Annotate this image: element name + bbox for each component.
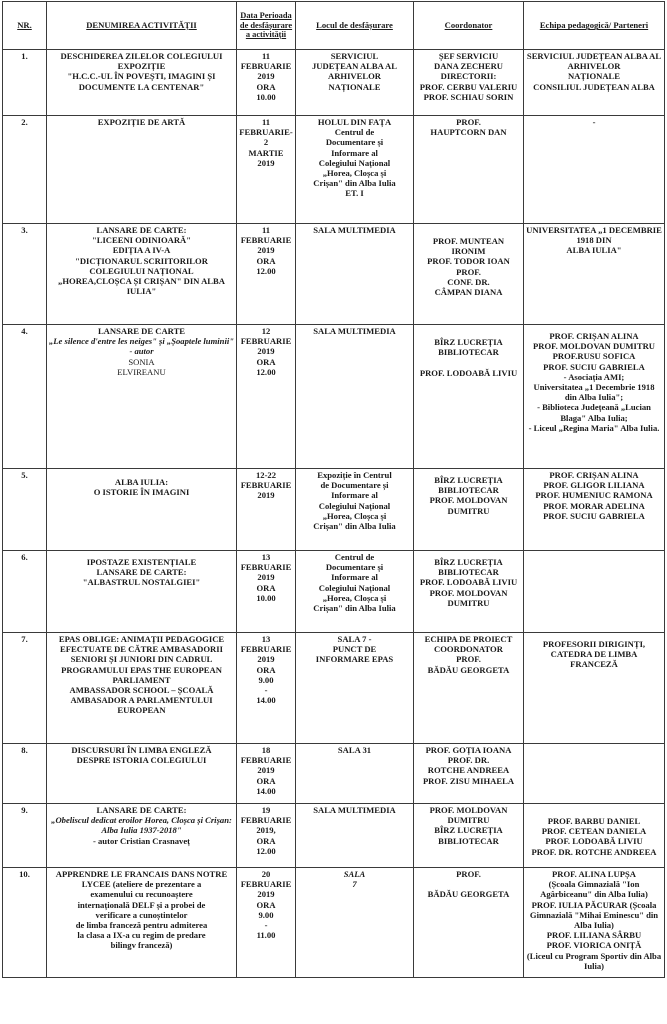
table-row <box>3 325 665 469</box>
cell-line: PROF. ZISU MIHAELA <box>422 775 515 786</box>
activity-cell <box>47 744 237 804</box>
cell-line: "DICȚIONARUL SCRIITORILOR <box>75 255 208 266</box>
cell-line: Centrul de <box>334 127 375 138</box>
cell-line: LANSARE DE CARTE: <box>96 225 187 235</box>
cell-line: LANSARE DE CARTE: <box>96 567 187 578</box>
cell-line: PROF. DR. ROTCHE ANDREEA <box>531 846 657 857</box>
cell-line: - <box>264 920 268 931</box>
period-cell <box>237 50 296 116</box>
cell-line: INFORMARE EPAS <box>315 654 394 665</box>
cell-line: 2 <box>263 137 269 148</box>
cell-line: PROGRAMULUI EPAS THE EUROPEAN <box>61 664 222 675</box>
location-cell <box>296 868 414 978</box>
header-nr: NR. <box>3 2 47 50</box>
activity-cell <box>47 224 237 325</box>
cell-line <box>416 357 521 367</box>
period-cell <box>237 551 296 633</box>
header-activity: DENUMIREA ACTIVITĂȚII <box>47 2 237 50</box>
table-row <box>3 551 665 633</box>
cell-line: PARLIAMENT <box>112 674 171 685</box>
period-cell <box>237 804 296 868</box>
cell-line: EPAS OBLIGE: ANIMAȚII PEDAGOGICE <box>58 634 225 644</box>
cell-line: Colegiului Național <box>318 500 391 511</box>
cell-line: AMBASSADOR SCHOOL – ȘCOALĂ <box>69 685 214 696</box>
cell-line: AMBASADOR A PARLAMENTULUI <box>70 695 213 706</box>
header-period: Data Perioada de desfășurare a activității <box>237 2 296 50</box>
table-row <box>3 868 665 978</box>
cell-line: Informare al <box>331 147 378 158</box>
cell-line: FEBRUARIE <box>240 336 292 347</box>
cell-line: EDIȚIA A IV-A <box>112 245 171 256</box>
table-row <box>3 744 665 804</box>
cell-line: Universitatea „1 Decembrie 1918 <box>533 382 655 393</box>
table-row <box>3 116 665 224</box>
cell-line: DUMITRU <box>447 505 490 516</box>
cell-line: PROF. GOȚIA IOANA <box>425 745 512 755</box>
cell-line: DESPRE ISTORIA COLEGIULUI <box>76 755 207 766</box>
cell-line: 18 FEBRUARIE <box>240 745 292 766</box>
cell-line: IPOSTAZE EXISTENȚIALE <box>86 557 197 567</box>
cell-line: FEBRUARIE <box>240 61 292 72</box>
period-cell <box>237 224 296 325</box>
cell-line: PROF. MOLDOVAN <box>429 587 508 598</box>
cell-line: (Școala Gimnazială "Ion <box>548 879 640 890</box>
table-row <box>3 633 665 744</box>
cell-line: BĂDĂU GEORGETA <box>427 889 510 900</box>
cell-line: PROF. MORAR ADELINA <box>543 500 645 511</box>
team-cell <box>524 116 665 224</box>
cell-line: 9.00 <box>258 909 274 920</box>
cell-line: PROF. <box>456 869 481 879</box>
cell-line: 2019, <box>256 825 276 836</box>
cell-line: ROTCHE ANDREEA <box>427 765 510 776</box>
coordinator-cell <box>414 116 524 224</box>
table-row <box>3 50 665 116</box>
cell-line: CÂMPAN DIANA <box>434 287 503 298</box>
cell-line <box>416 879 521 889</box>
cell-line: 11 <box>261 225 271 235</box>
cell-line: FEBRUARIE- <box>239 127 293 138</box>
row-number: 7. <box>3 633 47 744</box>
cell-line: NAȚIONALE <box>328 81 381 92</box>
cell-line: PROF. DR. <box>447 755 490 766</box>
location-cell <box>296 116 414 224</box>
activities-table <box>2 1 665 978</box>
cell-line: bilingv franceză) <box>110 940 173 951</box>
cell-line: O ISTORIE ÎN IMAGINI <box>93 487 190 498</box>
row-number: 2. <box>3 116 47 224</box>
cell-line: ȘEF SERVICIU <box>438 51 499 61</box>
cell-line: SALA MULTIMEDIA <box>313 805 396 815</box>
cell-line: examenului cu recunoaștere <box>90 889 193 900</box>
cell-line: PROF. CRIȘAN ALINA <box>549 470 639 480</box>
coordinator-cell <box>414 469 524 551</box>
cell-line: PROF. SCHIAU SORIN <box>423 91 514 102</box>
cell-line: "LICEENI ODINIOARĂ" <box>91 235 192 246</box>
cell-line: la clasa a IX-a cu regim de predare <box>77 930 206 941</box>
period-cell <box>237 469 296 551</box>
cell-line: Expoziție în Centrul <box>317 470 392 480</box>
cell-line: PROF.RUSU SOFICA <box>552 351 636 362</box>
cell-line: FEBRUARIE <box>240 480 292 491</box>
row-number: 3. <box>3 224 47 325</box>
period-cell <box>237 116 296 224</box>
cell-line: BÎRZ LUCREȚIA <box>434 557 503 567</box>
cell-line: - Liceul „Regina Maria" Alba Iulia. <box>528 422 660 433</box>
coordinator-cell <box>414 325 524 469</box>
cell-line: PROF. <box>456 117 481 127</box>
cell-line: CATEDRA DE LIMBA FRANCEZĂ <box>550 649 638 670</box>
cell-line: PROFESORII DIRIGINȚI, <box>542 639 646 649</box>
cell-line: ORA <box>256 356 276 367</box>
table-row <box>3 469 665 551</box>
cell-line: Informare al <box>331 572 378 583</box>
cell-line: DOCUMENTE LA CENTENAR" <box>78 81 205 92</box>
cell-line: 7 <box>352 879 357 890</box>
cell-line: SALA MULTIMEDIA <box>313 225 396 235</box>
cell-line: 2019 <box>257 889 275 900</box>
cell-line: 12.00 <box>256 845 276 856</box>
cell-line: "ALBASTRUL NOSTALGIEI" <box>82 577 201 588</box>
cell-line: SALA MULTIMEDIA <box>313 326 396 336</box>
team-cell <box>524 744 665 804</box>
cell-line: PROF. IULIA PĂCURAR (Școala <box>531 899 657 910</box>
activity-cell <box>47 804 237 868</box>
cell-line: PROF. LODOABĂ LIVIU <box>419 577 518 588</box>
cell-line: 2019 <box>257 346 275 357</box>
cell-line: PROF. VIORICA ONIȚĂ <box>546 940 642 951</box>
cell-line: PROF. TODOR IOAN <box>427 256 510 267</box>
book-author: - autor Cristian Crasnaveț <box>93 835 190 846</box>
cell-line: Centrul de <box>334 552 375 562</box>
coordinator-cell <box>414 551 524 633</box>
cell-line: „Horea, Cloșca și <box>322 592 387 603</box>
cell-line: - <box>264 685 268 696</box>
cell-line: EFECTUATE DE CĂTRE AMBASADORII <box>60 644 223 655</box>
cell-line: 2019 <box>257 245 275 256</box>
cell-line: Gimnazială "Mihai Eminescu" din <box>529 909 659 920</box>
cell-line: din Alba Iulia"; <box>564 392 624 403</box>
cell-line: 14.00 <box>256 695 276 706</box>
team-cell <box>524 224 665 325</box>
cell-line: NAȚIONALE <box>567 71 621 82</box>
cell-line: ECHIPA DE PROIECT <box>424 634 513 644</box>
coordinator-cell <box>414 50 524 116</box>
cell-line: CONSILIUL JUDEȚEAN ALBA <box>533 81 655 92</box>
cell-line: PROF. MOLDOVAN <box>429 495 508 506</box>
cell-line: 9.00 <box>258 674 274 685</box>
coordinator-cell <box>414 804 524 868</box>
team-cell <box>524 325 665 469</box>
cell-line: PROF. ALINA LUPȘA <box>552 869 636 879</box>
cell-line: ORA <box>256 664 276 675</box>
cell-line: „Horea, Cloșca și <box>322 168 387 179</box>
coordinator-cell <box>414 224 524 325</box>
cell-line: ELVIREANU <box>117 366 166 377</box>
cell-line: PROF. HUMENIUC RAMONA <box>535 490 653 501</box>
cell-line: PROF. SUCIU GABRIELA <box>543 510 645 521</box>
cell-line: ALBA IULIA: <box>114 477 169 487</box>
table-row <box>3 224 665 325</box>
period-cell <box>237 325 296 469</box>
cell-line: DANA ZECHERU <box>434 61 503 72</box>
cell-line: 1918 DIN <box>576 235 612 246</box>
cell-line: SERVICIUL <box>330 51 379 61</box>
row-number: 1. <box>3 50 47 116</box>
cell-line: HOLUL DIN FAȚA <box>317 117 392 127</box>
cell-line: BIBLIOTECAR <box>438 835 499 846</box>
cell-line: Informare al <box>331 490 378 501</box>
cell-line: „HOREA,CLOȘCA ȘI CRIȘAN" DIN ALBA <box>58 276 225 287</box>
cell-line: PUNCT DE <box>332 644 377 655</box>
cell-line: 14.00 <box>256 785 276 796</box>
header-team: Echipa pedagogică/ Parteneri <box>524 2 665 50</box>
location-cell <box>296 633 414 744</box>
cell-line: 2019 <box>257 765 275 776</box>
activity-cell <box>47 50 237 116</box>
cell-line: ARHIVELOR <box>327 71 381 82</box>
header-row <box>3 2 665 50</box>
cell-line: ET. I <box>345 188 364 199</box>
coordinator-cell <box>414 868 524 978</box>
cell-line: CONF. DR. <box>447 276 490 287</box>
book-titles: „Le silence d'entre les neiges" și „Șoaptele luminii" - autor <box>49 336 234 357</box>
cell-line: 19 FEBRUARIE <box>240 805 292 826</box>
cell-line: PROF. MOLDOVAN <box>429 805 508 815</box>
cell-line: BÎRZ LUCREȚIA <box>434 825 503 836</box>
coordinator-cell <box>414 744 524 804</box>
cell-line: "H.C.C.-UL ÎN POVEȘTI, IMAGINI ȘI <box>67 71 216 82</box>
team-cell <box>524 868 665 978</box>
cell-line: SALA <box>343 869 366 879</box>
cell-line: 11.00 <box>256 930 276 941</box>
cell-line: 11 <box>261 117 271 127</box>
cell-line: Crișan" din Alba Iulia <box>313 178 396 189</box>
cell-line: PROF. MOLDOVAN DUMITRU <box>533 341 655 352</box>
cell-line: PROF. CETEAN DANIELA <box>541 826 647 837</box>
cell-line: ORA <box>256 775 276 786</box>
cell-line: 10.00 <box>256 91 276 102</box>
location-cell <box>296 744 414 804</box>
book-author <box>49 357 234 377</box>
cell-line: PROF. CRIȘAN ALINA <box>549 331 639 341</box>
cell-line: PROF. SUCIU GABRIELA <box>543 361 645 372</box>
team-cell <box>524 50 665 116</box>
cell-line: BÎRZ LUCREȚIA <box>434 475 503 485</box>
period-cell <box>237 868 296 978</box>
row-number: 9. <box>3 804 47 868</box>
cell-line: SENIORI ȘI JUNIORI DIN CADRUL <box>70 654 213 665</box>
cell-line: internațională DELF și a probei de <box>77 899 206 910</box>
activity-cell <box>47 633 237 744</box>
cell-line: 12.00 <box>256 366 276 377</box>
cell-line: 10.00 <box>256 592 276 603</box>
cell-line: 2019 <box>257 71 275 82</box>
cell-line: ORA <box>256 255 276 266</box>
cell-line: UNIVERSITATEA „1 DECEMBRIE <box>526 225 662 235</box>
cell-line: Colegiului Național <box>318 582 391 593</box>
cell-line: LYCEE (ateliere de prezentare a <box>81 879 202 890</box>
activity-title: LANSARE DE CARTE: <box>96 805 187 815</box>
cell-line: PROF. <box>456 654 481 665</box>
cell-line: Colegiului Național <box>318 157 391 168</box>
cell-line: ORA <box>256 899 276 910</box>
book-titles: „Obeliscul dedicat eroilor Horea, Cloșca și Crișan: Alba Iulia 1937-2018" <box>51 815 232 836</box>
row-number: 8. <box>3 744 47 804</box>
cell-line: DUMITRU <box>447 815 490 826</box>
cell-line: Documentare și <box>325 137 384 148</box>
cell-line: DESCHIDEREA ZILELOR COLEGIULUI <box>60 51 223 61</box>
cell-line: 12-22 <box>255 470 277 480</box>
cell-line: SALA 7 - <box>337 634 372 644</box>
cell-line: FEBRUARIE <box>240 235 292 246</box>
cell-line: Crișan" din Alba Iulia <box>313 603 396 614</box>
coordinator-cell <box>414 633 524 744</box>
location-cell <box>296 469 414 551</box>
cell-line: de limba franceză pentru admiterea <box>75 920 208 931</box>
cell-line: SONIA <box>128 356 155 367</box>
period-cell <box>237 744 296 804</box>
activity-cell <box>47 116 237 224</box>
cell-line: DIRECTORII: <box>440 71 497 82</box>
cell-line: Documentare și <box>325 562 384 573</box>
cell-line: BĂDĂU GEORGETA <box>427 664 510 675</box>
cell-line: ORA <box>256 582 276 593</box>
activity-cell <box>47 325 237 469</box>
cell-line: ALBA IULIA" <box>566 245 622 256</box>
row-number: 10. <box>3 868 47 978</box>
cell-line: Alba Iulia) <box>574 920 614 931</box>
cell-line: Agârbiceanu" din Alba Iulia) <box>540 889 648 900</box>
header-coordinator: Coordonator <box>414 2 524 50</box>
header-location: Locul de desfășurare <box>296 2 414 50</box>
team-cell <box>524 469 665 551</box>
cell-line: (Liceul cu Program Sportiv din Alba <box>526 950 662 961</box>
cell-line: Crișan" din Alba Iulia <box>313 521 396 532</box>
cell-line: - Biblioteca Județeană „Lucian <box>537 402 651 413</box>
cell-line: PROF. CERBU VALERIU <box>419 81 518 92</box>
period-cell <box>237 633 296 744</box>
activity-cell <box>47 868 237 978</box>
activity-title: LANSARE DE CARTE <box>97 326 186 336</box>
team-cell <box>524 633 665 744</box>
cell-line: 2019 <box>257 572 275 583</box>
cell-line: PROF. LILIANA SÂRBU <box>546 930 642 941</box>
cell-line: ORA <box>256 81 276 92</box>
cell-line: Blaga" Alba Iulia; <box>560 412 628 423</box>
cell-line: 11 <box>261 51 271 61</box>
activity-cell <box>47 469 237 551</box>
cell-line: BÎRZ LUCREȚIA <box>434 337 503 347</box>
cell-line: COLEGIULUI NAȚIONAL <box>89 265 194 276</box>
row-number: 6. <box>3 551 47 633</box>
cell-line: PROF. MUNTEAN <box>432 236 505 246</box>
table-row <box>3 804 665 868</box>
location-cell <box>296 325 414 469</box>
cell-line: - Asociația AMI; <box>563 371 625 382</box>
cell-line: BIBLIOTECAR <box>438 485 499 496</box>
cell-line: 13 <box>261 634 271 644</box>
cell-line: PROF. <box>456 266 481 277</box>
cell-line: verificare a cunoștintelor <box>95 909 188 920</box>
cell-line: PROF. GLIGOR LILIANA <box>543 480 645 491</box>
cell-line: PROF. LODOABĂ LIVIU <box>419 367 518 378</box>
location-cell <box>296 804 414 868</box>
cell-line: APPRENDRE LE FRANCAIS DANS NOTRE <box>55 869 228 879</box>
cell-line: ORA <box>256 835 276 846</box>
cell-line: COORDONATOR <box>434 644 503 655</box>
cell-line: BIBLIOTECAR <box>438 347 499 358</box>
cell-line: DUMITRU <box>447 597 490 608</box>
table-body <box>3 50 665 978</box>
row-number: 4. <box>3 325 47 469</box>
cell-line: EXPOZIȚIE DE ARTĂ <box>97 117 186 127</box>
cell-line: PROF. LODOABĂ LIVIU <box>545 836 643 847</box>
team-cell <box>524 551 665 633</box>
cell-line: JUDEȚEAN ALBA AL <box>311 61 397 72</box>
row-number: 5. <box>3 469 47 551</box>
cell-line: BIBLIOTECAR <box>438 567 499 578</box>
cell-line: 2019 <box>257 654 275 665</box>
location-cell <box>296 551 414 633</box>
cell-line: EXPOZIȚIE <box>117 61 166 72</box>
cell-line: Iulia) <box>583 960 605 971</box>
cell-line: ARHIVELOR <box>567 61 621 72</box>
cell-line: PROF. BARBU DANIEL <box>547 816 641 826</box>
cell-line: 13 FEBRUARIE <box>240 552 292 573</box>
activity-cell <box>47 551 237 633</box>
cell-line: DISCURSURI ÎN LIMBA ENGLEZĂ <box>71 745 212 755</box>
cell-line: 12.00 <box>256 265 276 276</box>
cell-line: 20 FEBRUARIE <box>240 869 292 890</box>
cell-line: EUROPEAN <box>117 705 166 716</box>
cell-line: FEBRUARIE <box>240 644 292 655</box>
location-cell <box>296 224 414 325</box>
team-cell <box>524 804 665 868</box>
cell-line: 2019 <box>257 490 275 501</box>
cell-line: de Documentare și <box>320 480 389 491</box>
location-cell <box>296 50 414 116</box>
cell-line: SERVICIUL JUDEȚEAN ALBA AL <box>526 51 662 61</box>
cell-line: SALA 31 <box>337 745 372 755</box>
cell-line: „Horea, Cloșca și <box>322 510 387 521</box>
cell-line: IRONIM <box>451 246 486 257</box>
cell-line: MARTIE 2019 <box>248 147 284 168</box>
cell-line: 12 <box>261 326 271 336</box>
cell-line: - <box>592 117 596 127</box>
cell-line: HAUPTCORN DAN <box>430 127 507 138</box>
cell-line: IULIA" <box>126 286 157 297</box>
